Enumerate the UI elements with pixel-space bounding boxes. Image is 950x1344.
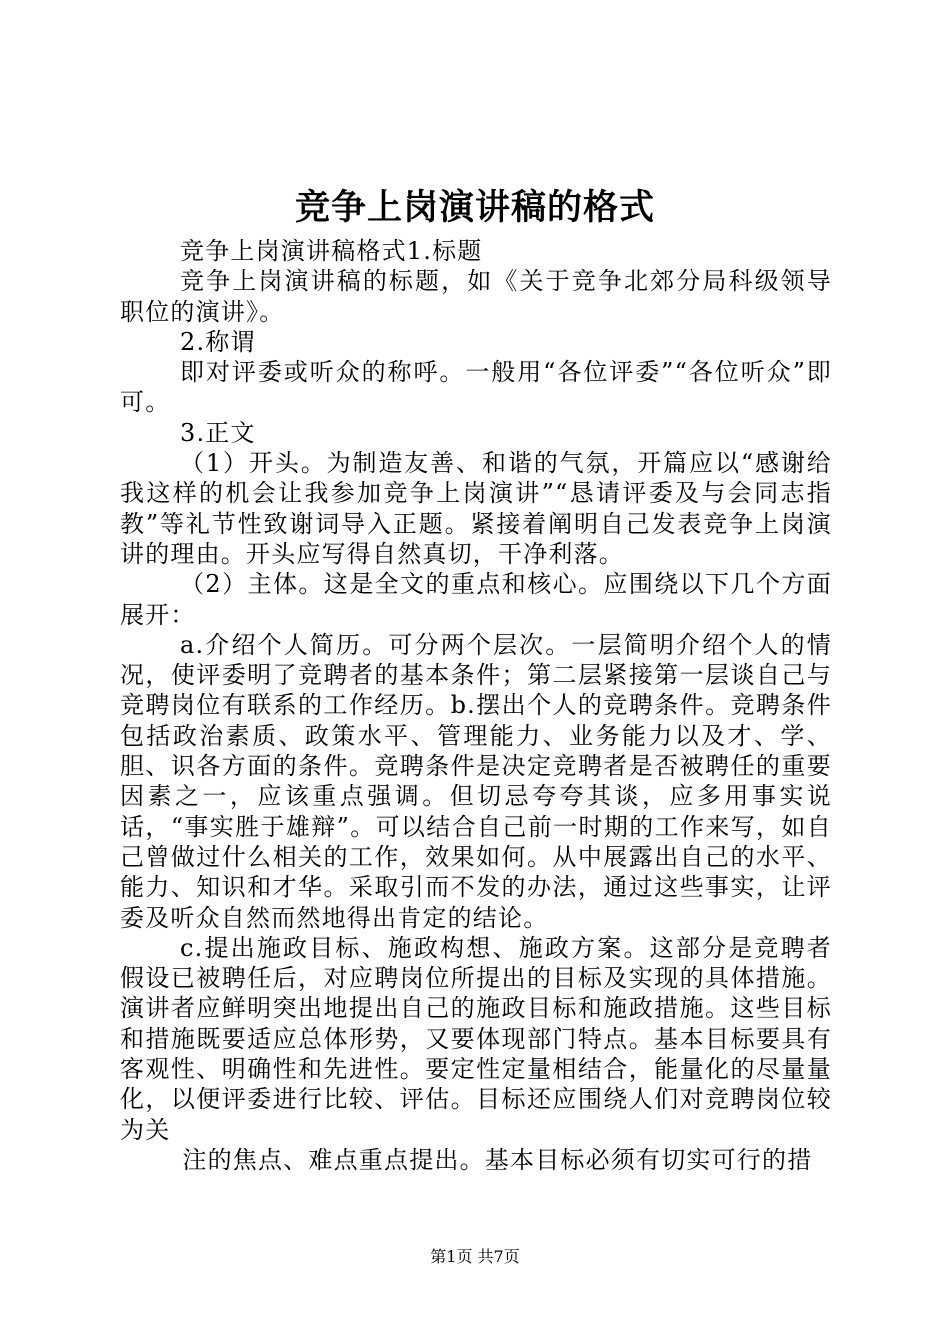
paragraph-format-heading: 竞争上岗演讲稿格式1.标题 bbox=[180, 237, 483, 265]
paragraph-resume: a.介绍个人简历。可分两个层次。一层简明介绍个人的情况，使评委明了竞聘者的基本条件；第二层紧接第一层谈自己与竞聘岗位有联系的工作经历。b.摆出个人的竞聘条件。竞聘条件包括政治素质、政策水平、管理能力、业务能力以及才、学、胆、识各方面的条件。竞聘条件是决定竞聘者是否被聘任的重要因素之一，应该重点强调。但切忌夸夸其谈，应多用事实说话，“事实胜于雄辩”。可以结合自己前一时期的工作来写，如自己曾做过什么相关的工作，效果如何。从中展露出自己的水平、能力、知识和才华。采取引而不发的办法，通过这些事实，让评委及听众自然而然地得出肯定的结论。 bbox=[120, 630, 832, 932]
paragraph-opening: （1）开头。为制造友善、和谐的气氛，开篇应以“感谢给我这样的机会让我参加竞争上岗演讲”“恳请评委及与会同志指教”等礼节性致谢词导入正题。紧接着阐明自己发表竞争上岗演讲的理由。开头应写得自然真切，干净利落。 bbox=[120, 449, 832, 568]
paragraph-salutation-heading: 2.称谓 bbox=[180, 327, 256, 356]
paragraph-continuation: 注的焦点、难点重点提出。基本目标必须有切实可行的措 bbox=[182, 1145, 813, 1174]
paragraph-body-heading: 3.正文 bbox=[180, 418, 256, 447]
paragraph-salutation: 即对评委或听众的称呼。一般用“各位评委”“各位听众”即可。 bbox=[120, 358, 832, 417]
document-title: 竞争上岗演讲稿的格式 bbox=[294, 187, 655, 228]
paragraph-goals: c.提出施政目标、施政构想、施政方案。这部分是竞聘者假设已被聘任后，对应聘岗位所提出的目标及实现的具体措施。演讲者应鲜明突出地提出自己的施政目标和施政措施。这些目标和措施既要适应总体形势，又要体现部门特点。基本目标要具有客观性、明确性和先进性。要定性定量相结合，能量化的尽量量化，以便评委进行比较、评估。目标还应围绕人们对竞聘岗位较为关 bbox=[120, 933, 832, 1144]
document-body bbox=[120, 236, 832, 1175]
paragraph-main-body: （2）主体。这是全文的重点和核心。应围绕以下几个方面展开： bbox=[120, 570, 832, 629]
page-number: 第1页 共7页 bbox=[430, 1247, 520, 1266]
paragraph-title-example: 竞争上岗演讲稿的标题，如《关于竞争北郊分局科级领导职位的演讲》。 bbox=[120, 267, 832, 326]
